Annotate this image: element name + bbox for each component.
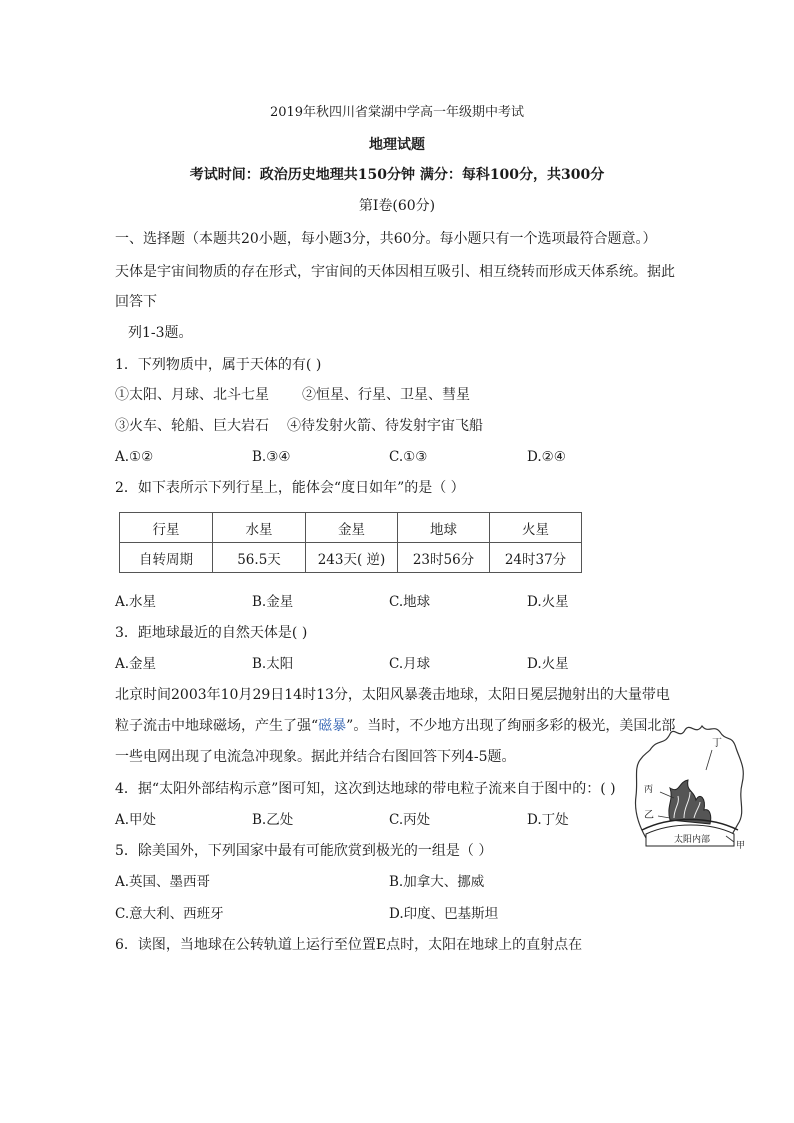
prominence-shape: [669, 780, 711, 824]
option-d: D.火星: [527, 594, 569, 610]
label-jia: 甲: [736, 841, 746, 850]
option-d: D.②④: [527, 449, 566, 465]
section-heading: 一、选择题（本题共20小题，每小题3分，共60分。每小题只有一个选项最符合题意。）: [115, 231, 657, 247]
label-yi: 乙: [644, 810, 654, 821]
option-d: D.丁处: [527, 812, 569, 828]
table-header-cell: 金星: [306, 513, 398, 543]
volume-title: 第Ⅰ卷(60分): [358, 198, 436, 214]
passage-segment: ”。当时，不少地方出现了绚丽多彩的极光，美国北部: [346, 718, 676, 734]
exam-title: 2019年秋四川省棠湖中学高一年级期中考试: [269, 105, 525, 120]
option-c: C.①③: [389, 449, 428, 465]
question-stem: 2．如下表所示下列行星上，能体会“度日如年”的是（ ）: [115, 480, 465, 496]
option-d: D.印度、巴基斯坦: [389, 906, 499, 922]
table-row: [120, 543, 582, 573]
passage-highlight: 磁暴: [318, 718, 347, 734]
sun-structure-diagram: [630, 720, 750, 850]
intro-text: 回答下: [115, 294, 157, 310]
option-c: C.地球: [389, 594, 431, 610]
table-cell: 24时37分: [490, 543, 582, 573]
intro-text: 列1-3题。: [128, 325, 193, 341]
option-d: D.火星: [527, 656, 569, 672]
question-statement: ③火车、轮船、巨大岩石: [115, 418, 269, 434]
option-a: A.英国、墨西哥: [115, 874, 211, 890]
subject-title: 地理试题: [369, 137, 425, 153]
option-b: B.金星: [252, 594, 294, 610]
table-cell: 56.5天: [213, 543, 306, 573]
question-stem: 1．下列物质中，属于天体的有( ): [115, 357, 322, 373]
question-stem: 4．据“太阳外部结构示意”图可知，这次到达地球的带电粒子流来自于图中的：( ): [115, 781, 616, 797]
option-b: B.太阳: [252, 656, 294, 672]
leader-line: [706, 750, 712, 770]
table-header-cell: 火星: [490, 513, 582, 543]
option-b: B.③④: [252, 449, 291, 465]
option-a: A.甲处: [115, 812, 157, 828]
question-statement: ②恒星、行星、卫星、彗星: [302, 387, 470, 403]
table-header-cell: 行星: [120, 513, 213, 543]
table-header-cell: 地球: [398, 513, 490, 543]
option-c: C.丙处: [389, 812, 431, 828]
passage-text: 北京时间2003年10月29日14时13分，太阳风暴袭击地球，太阳日冕层抛射出的大量带电: [115, 687, 670, 703]
label-core: 太阳内部: [674, 835, 711, 845]
option-b: B.乙处: [252, 812, 294, 828]
option-b: B.加拿大、挪威: [389, 874, 485, 890]
label-ding: 丁: [712, 738, 722, 749]
option-a: A.水星: [115, 594, 157, 610]
question-statement: ①太阳、月球、北斗七星: [115, 387, 269, 403]
table-header-row: [120, 513, 582, 543]
planet-rotation-table: [119, 512, 582, 573]
exam-info: 考试时间：政治历史地理共150分钟 满分：每科100分，共300分: [189, 167, 605, 183]
table-cell: 自转周期: [120, 543, 213, 573]
question-stem: 3．距地球最近的自然天体是( ): [115, 625, 308, 641]
passage-text: [115, 716, 675, 736]
label-bing: 丙: [644, 785, 654, 795]
table-cell: 23时56分: [398, 543, 490, 573]
table-cell: 243天( 逆): [306, 543, 398, 573]
option-c: C.月球: [389, 656, 431, 672]
passage-segment: 粒子流击中地球磁场，产生了强“: [115, 718, 319, 734]
question-stem: 5．除美国外，下列国家中最有可能欣赏到极光的一组是（ ）: [115, 843, 493, 859]
intro-text: 天体是宇宙间物质的存在形式，宇宙间的天体因相互吸引、相互绕转而形成天体系统。据此: [115, 264, 675, 280]
passage-text: 一些电网出现了电流急冲现象。据此并结合右图回答下列4-5题。: [115, 749, 516, 765]
leader-line: [658, 816, 670, 818]
question-stem: 6．读图，当地球在公转轨道上运行至位置E点时，太阳在地球上的直射点在: [115, 937, 583, 953]
option-a: A.金星: [115, 656, 157, 672]
table-header-cell: 水星: [213, 513, 306, 543]
option-a: A.①②: [115, 449, 154, 465]
question-statement: ④待发射火箭、待发射宇宙飞船: [287, 418, 483, 434]
option-c: C.意大利、西班牙: [115, 906, 224, 922]
